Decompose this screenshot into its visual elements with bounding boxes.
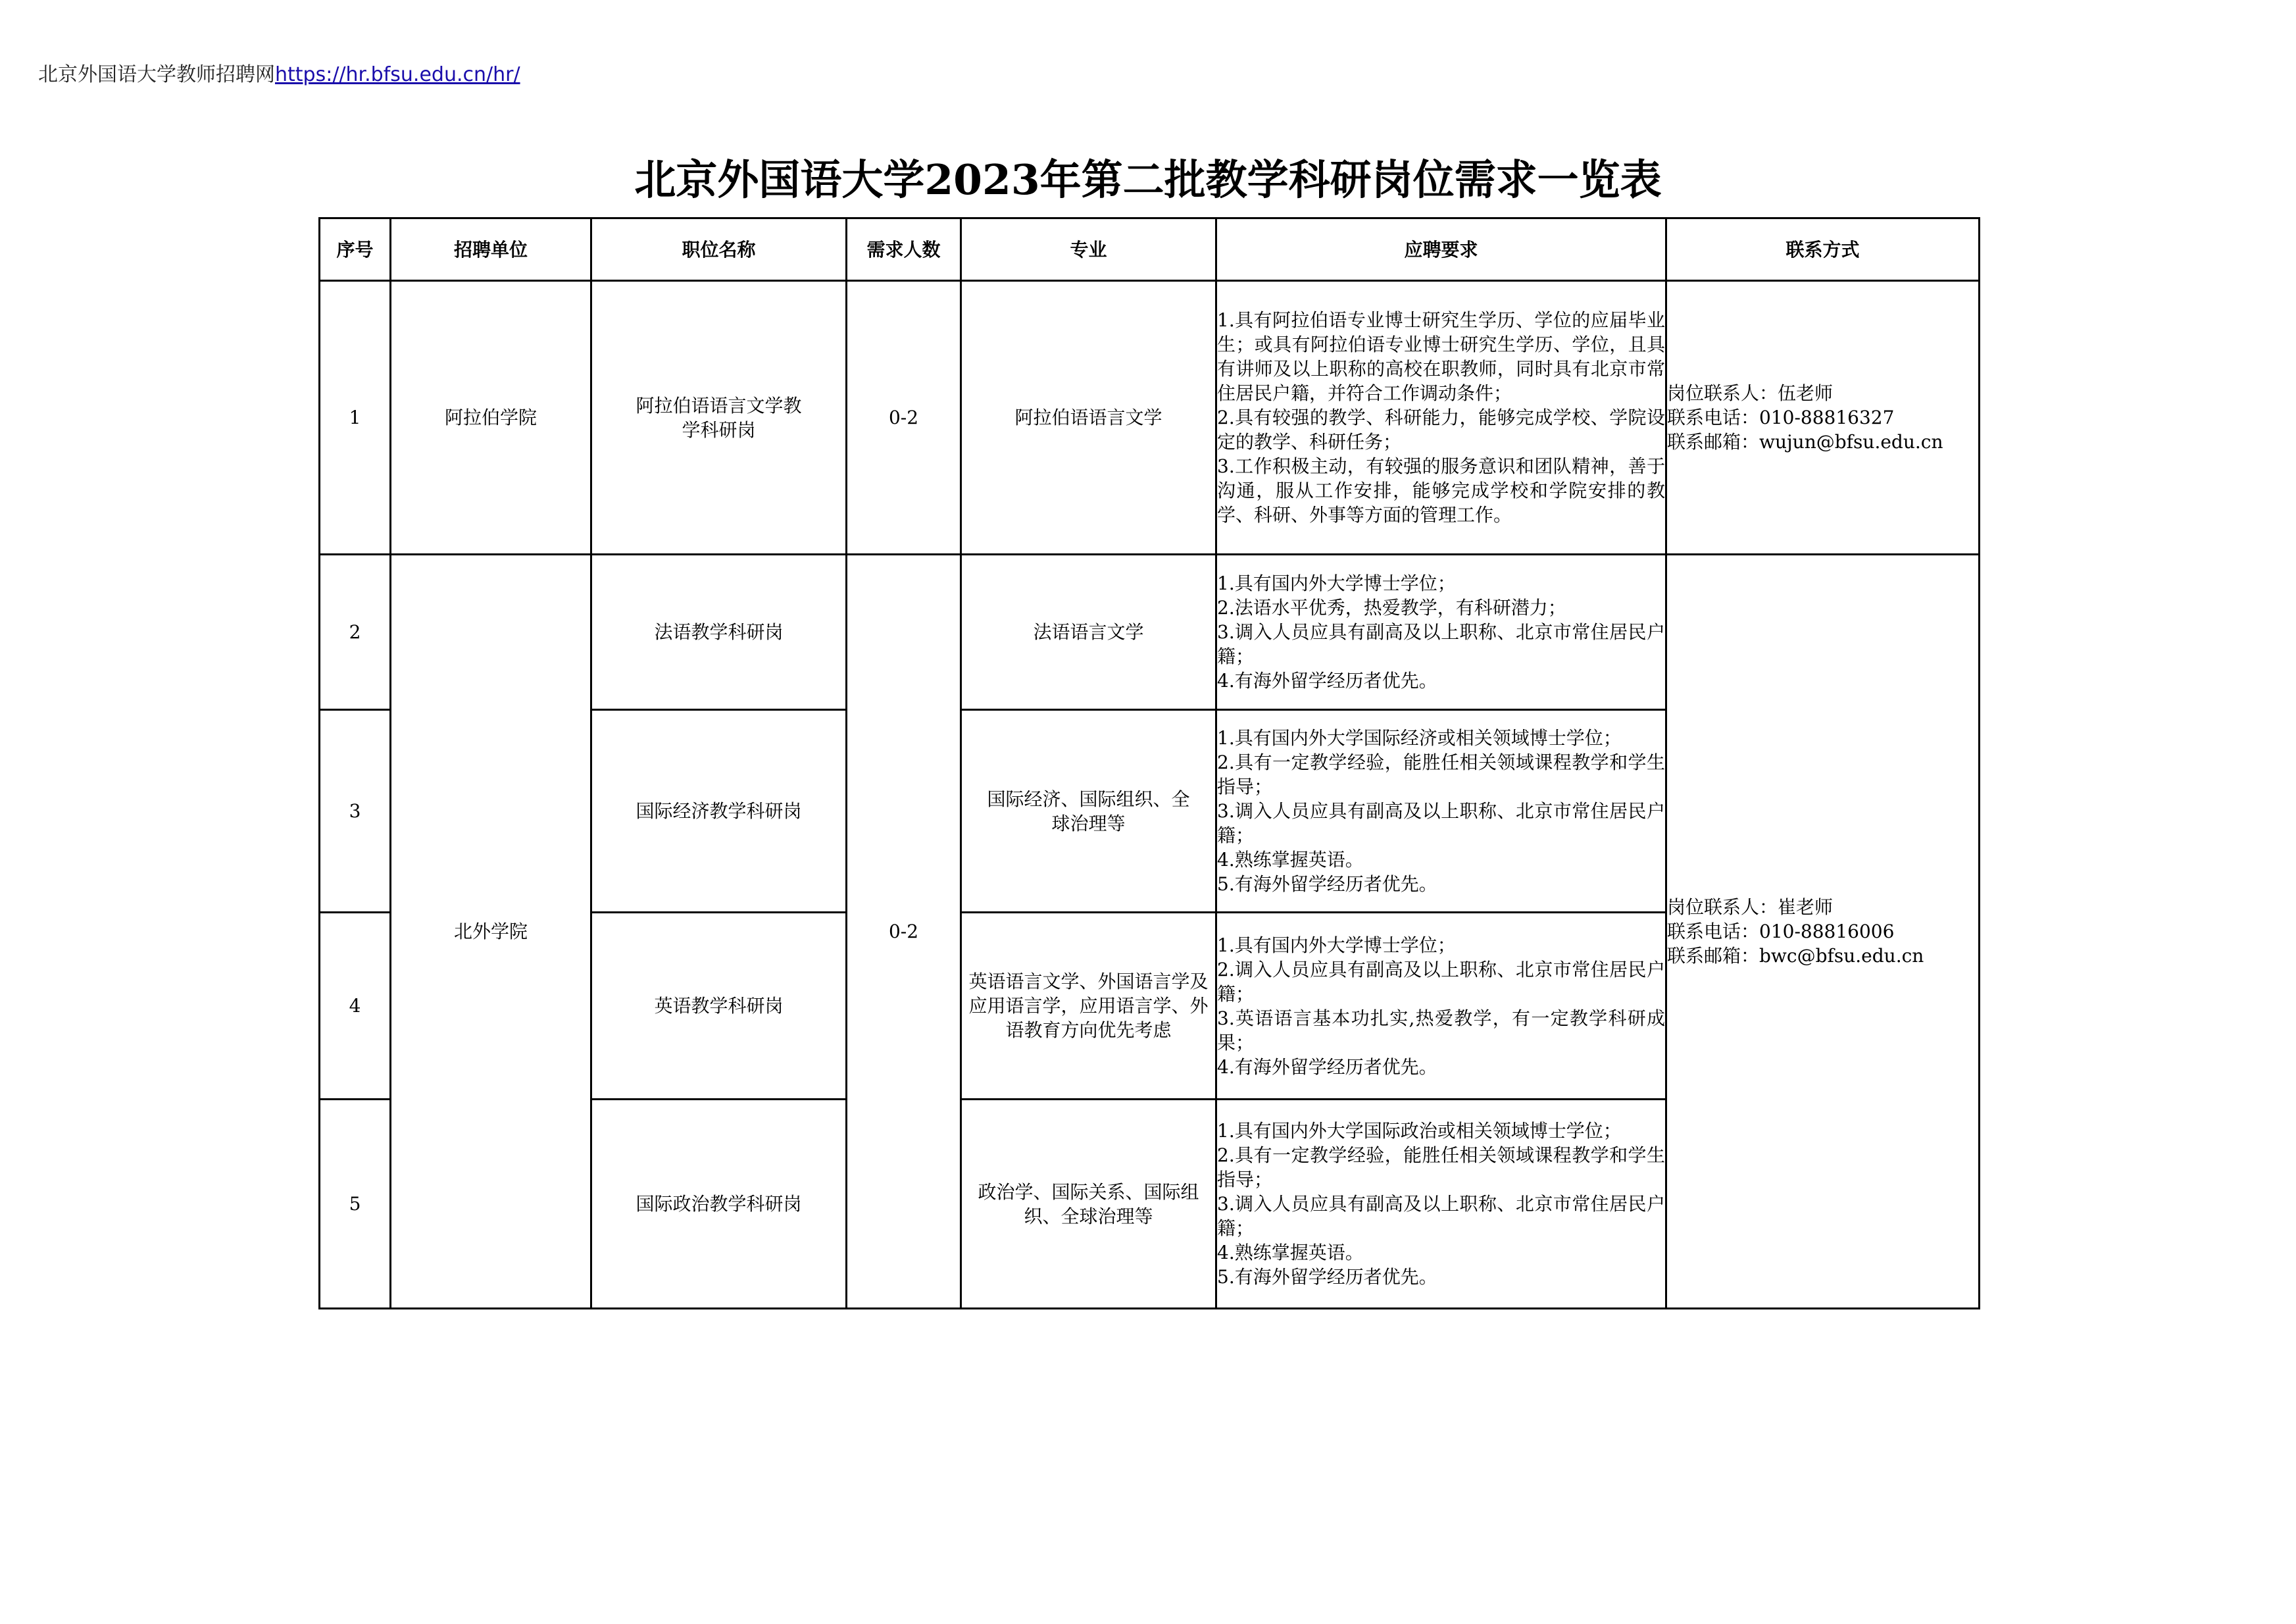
requirement-item: 1.具有国内外大学博士学位；: [1217, 572, 1456, 594]
major: 政治学、国际关系、国际组织、全球治理等: [961, 1100, 1216, 1309]
headcount: 0-2: [847, 555, 961, 1309]
position-name: 阿拉伯语语言文学教学科研岗: [591, 281, 847, 555]
table-row: [320, 281, 1980, 555]
contact-phone: 联系电话：010-88816006: [1667, 921, 1895, 942]
contact-email: 联系邮箱：bwc@bfsu.edu.cn: [1667, 945, 1924, 967]
major: 法语语言文学: [961, 555, 1216, 710]
row-number: 1: [320, 281, 391, 555]
document-title: 北京外国语大学2023年第二批教学科研岗位需求一览表: [634, 155, 1662, 204]
requirement-item: 3.英语语言基本功扎实,热爱教学，有一定教学科研成果；: [1217, 1007, 1665, 1053]
site-name: 北京外国语大学教师招聘网: [38, 63, 275, 86]
major: 阿拉伯语语言文学: [961, 281, 1216, 555]
requirements: [1216, 555, 1666, 710]
position-name: 国际经济教学科研岗: [591, 710, 847, 913]
job-requirements-table: [318, 217, 1980, 1309]
requirement-item: 2.调入人员应具有副高及以上职称、北京市常住居民户籍；: [1217, 958, 1665, 1005]
requirements: [1216, 281, 1666, 555]
contact-email: 联系邮箱：wujun@bfsu.edu.cn: [1667, 431, 1943, 453]
requirement-item: 1.具有国内外大学国际经济或相关领域博士学位；: [1217, 727, 1622, 749]
requirement-item: 4.有海外留学经历者优先。: [1217, 670, 1437, 692]
requirement-item: 4.熟练掌握英语。: [1217, 1242, 1364, 1263]
requirement-item: 2.具有一定教学经验，能胜任相关领域课程教学和学生指导；: [1217, 1144, 1665, 1190]
position-name: 国际政治教学科研岗: [591, 1100, 847, 1309]
recruiting-unit: 北外学院: [391, 555, 591, 1309]
contact-person: 岗位联系人：伍老师: [1667, 382, 1834, 404]
column-header-no: 序号: [320, 218, 391, 281]
contact-info: [1666, 281, 1980, 555]
column-header-unit: 招聘单位: [391, 218, 591, 281]
requirement-item: 3.调入人员应具有副高及以上职称、北京市常住居民户籍；: [1217, 621, 1665, 667]
contact-info: [1666, 555, 1980, 1309]
requirement-item: 2.法语水平优秀，热爱教学，有科研潜力；: [1217, 597, 1566, 619]
position-name: 法语教学科研岗: [591, 555, 847, 710]
row-number: 2: [320, 555, 391, 710]
column-header-requirements: 应聘要求: [1216, 218, 1666, 281]
row-number: 5: [320, 1100, 391, 1309]
requirement-item: 4.熟练掌握英语。: [1217, 849, 1364, 871]
requirements: [1216, 710, 1666, 913]
site-url-link[interactable]: https://hr.bfsu.edu.cn/hr/: [275, 63, 520, 86]
column-header-position: 职位名称: [591, 218, 847, 281]
requirement-item: 3.调入人员应具有副高及以上职称、北京市常住居民户籍；: [1217, 1193, 1665, 1239]
headcount: 0-2: [847, 281, 961, 555]
column-header-contact: 联系方式: [1666, 218, 1980, 281]
requirement-item: 2.具有一定教学经验，能胜任相关领域课程教学和学生指导；: [1217, 751, 1665, 798]
column-header-count: 需求人数: [847, 218, 961, 281]
requirement-item: 1.具有阿拉伯语专业博士研究生学历、学位的应届毕业生；或具有阿拉伯语专业博士研究生学历、学位，且具有讲师及以上职称的高校在职教师，同时具有北京市常住居民户籍，并符合工作调动条件；: [1217, 309, 1665, 404]
requirement-item: 5.有海外留学经历者优先。: [1217, 873, 1437, 895]
major: 国际经济、国际组织、全球治理等: [961, 710, 1216, 913]
requirements: [1216, 1100, 1666, 1309]
recruiting-unit: 阿拉伯学院: [391, 281, 591, 555]
position-name: 英语教学科研岗: [591, 913, 847, 1100]
table-row: [320, 555, 1980, 710]
requirement-item: 1.具有国内外大学博士学位；: [1217, 934, 1456, 956]
requirement-item: 2.具有较强的教学、科研能力，能够完成学校、学院设定的教学、科研任务；: [1217, 407, 1665, 453]
column-header-major: 专业: [961, 218, 1216, 281]
major: 英语语言文学、外国语言学及应用语言学，应用语言学、外语教育方向优先考虑: [961, 913, 1216, 1100]
page-header: [38, 58, 520, 87]
table-header-row: [320, 218, 1980, 281]
requirement-item: 1.具有国内外大学国际政治或相关领域博士学位；: [1217, 1120, 1622, 1142]
requirement-item: 5.有海外留学经历者优先。: [1217, 1266, 1437, 1288]
requirement-item: 4.有海外留学经历者优先。: [1217, 1055, 1437, 1078]
requirements: [1216, 913, 1666, 1100]
requirement-item: 3.调入人员应具有副高及以上职称、北京市常住居民户籍；: [1217, 800, 1665, 846]
row-number: 3: [320, 710, 391, 913]
requirement-item: 3.工作积极主动，有较强的服务意识和团队精神，善于沟通，服从工作安排，能够完成学校和学院安排的教学、科研、外事等方面的管理工作。: [1217, 455, 1665, 526]
row-number: 4: [320, 913, 391, 1100]
contact-phone: 联系电话：010-88816327: [1667, 407, 1895, 428]
contact-person: 岗位联系人：崔老师: [1667, 896, 1834, 918]
